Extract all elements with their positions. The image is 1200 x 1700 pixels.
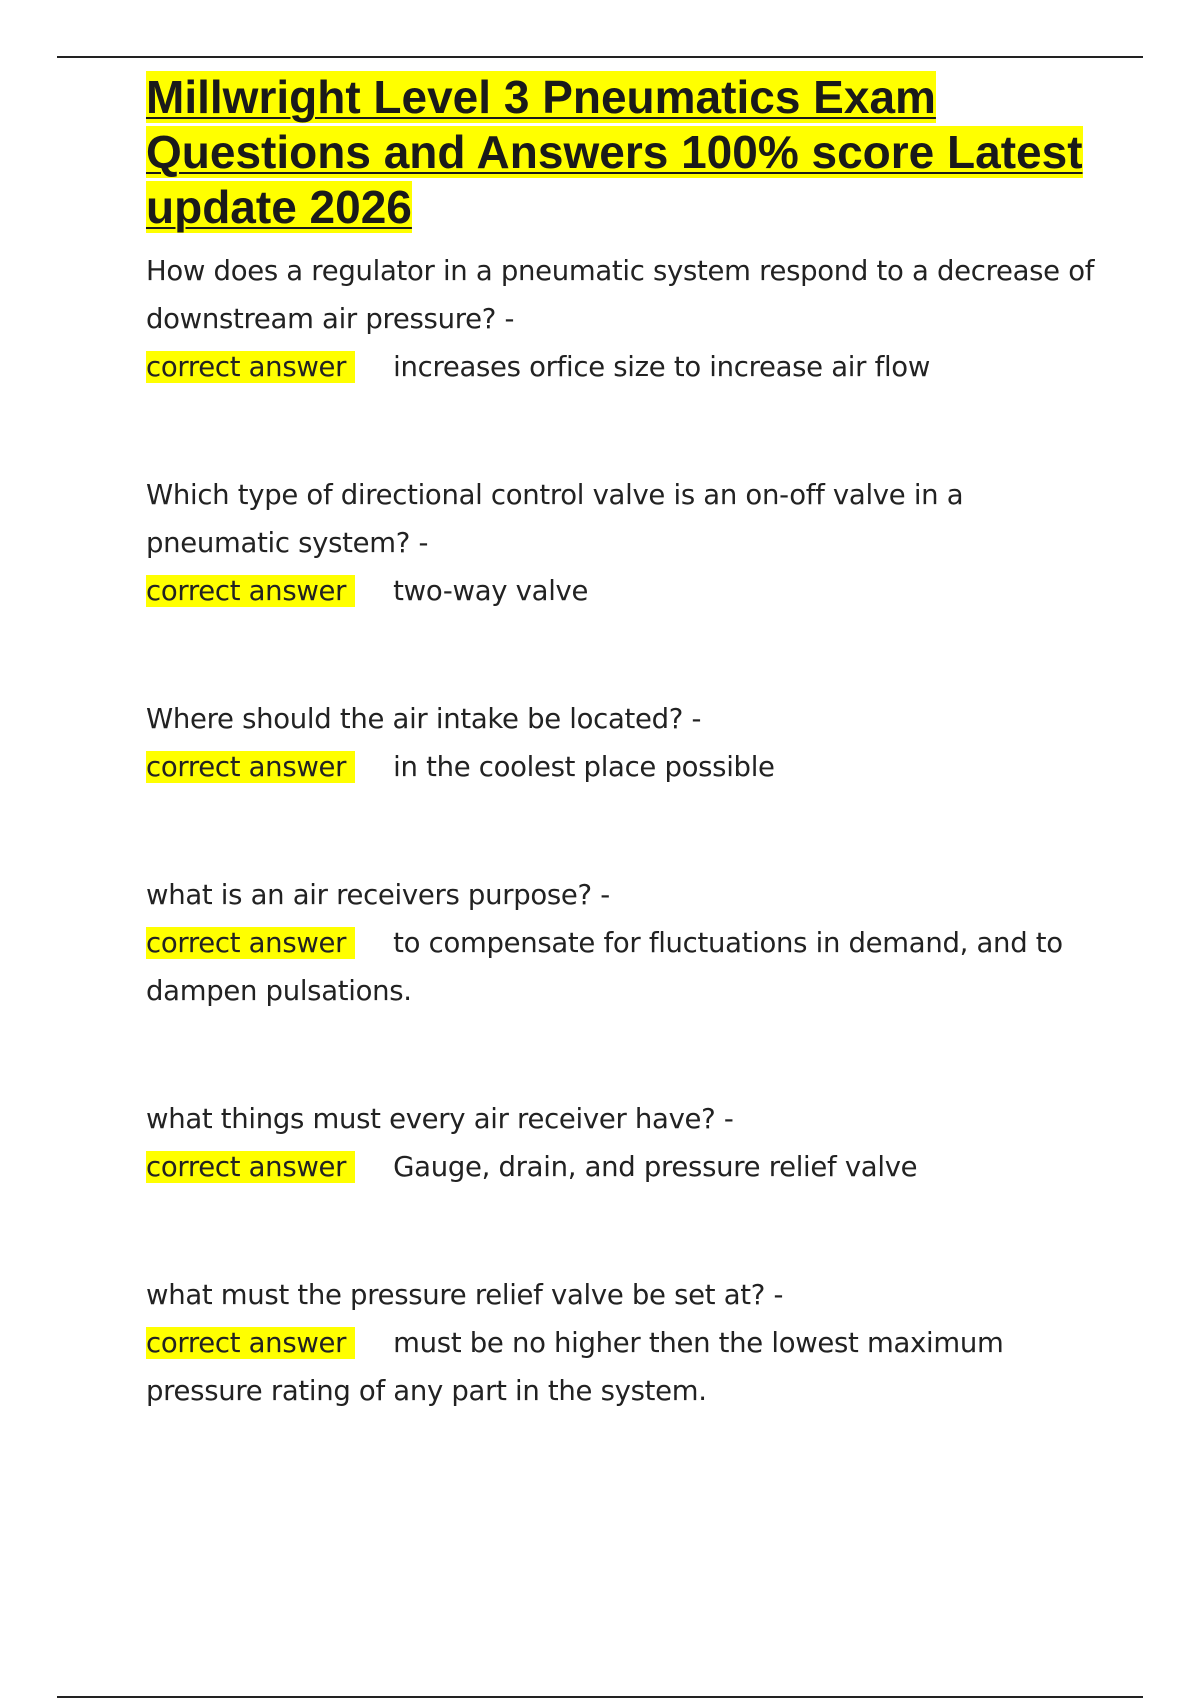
document-title-text: Millwright Level 3 Pneumatics Exam Questions and Answers 100% score Latest update 2026 [146,71,1083,233]
top-rule [57,56,1143,58]
answer-text: increases orfice size to increase air flow [393,351,931,383]
qa-item [146,1095,1106,1191]
question-text: Which type of directional control valve is an on-off valve in a pneumatic system? - [146,479,964,559]
answer-text: to compensate for fluctuations in demand, and to dampen pulsations. [146,927,1063,1007]
answer-label: correct answer [146,1327,355,1359]
answer-label: correct answer [146,351,355,383]
spacer [146,791,1106,871]
answer-text: Gauge, drain, and pressure relief valve [393,1151,918,1183]
question-text: Where should the air intake be located? - [146,703,702,735]
document-title [146,70,1106,235]
answer-line [146,567,1106,615]
qa-item [146,1271,1106,1415]
answer-label: correct answer [146,751,355,783]
spacer [146,391,1106,471]
spacer [146,1015,1106,1095]
answer-line [146,743,1106,791]
spacer [146,1191,1106,1271]
qa-item [146,247,1106,391]
question-text: How does a regulator in a pneumatic system respond to a decrease of downstream air pressure? - [146,255,1095,335]
answer-text: two-way valve [393,575,589,607]
answer-line [146,1319,1106,1415]
answer-label: correct answer [146,1151,355,1183]
answer-line [146,1143,1106,1191]
question-text: what things must every air receiver have? - [146,1103,734,1135]
spacer [146,615,1106,695]
answer-text: in the coolest place possible [393,751,775,783]
question-text: what is an air receivers purpose? - [146,879,610,911]
document-page [146,70,1106,1415]
qa-item [146,471,1106,615]
answer-label: correct answer [146,927,355,959]
qa-item [146,695,1106,791]
answer-text: must be no higher then the lowest maximum pressure rating of any part in the system. [146,1327,1004,1407]
qa-item [146,871,1106,1015]
answer-line [146,343,1106,391]
answer-line [146,919,1106,1015]
bottom-rule [57,1696,1143,1698]
question-text: what must the pressure relief valve be set at? - [146,1279,784,1311]
answer-label: correct answer [146,575,355,607]
